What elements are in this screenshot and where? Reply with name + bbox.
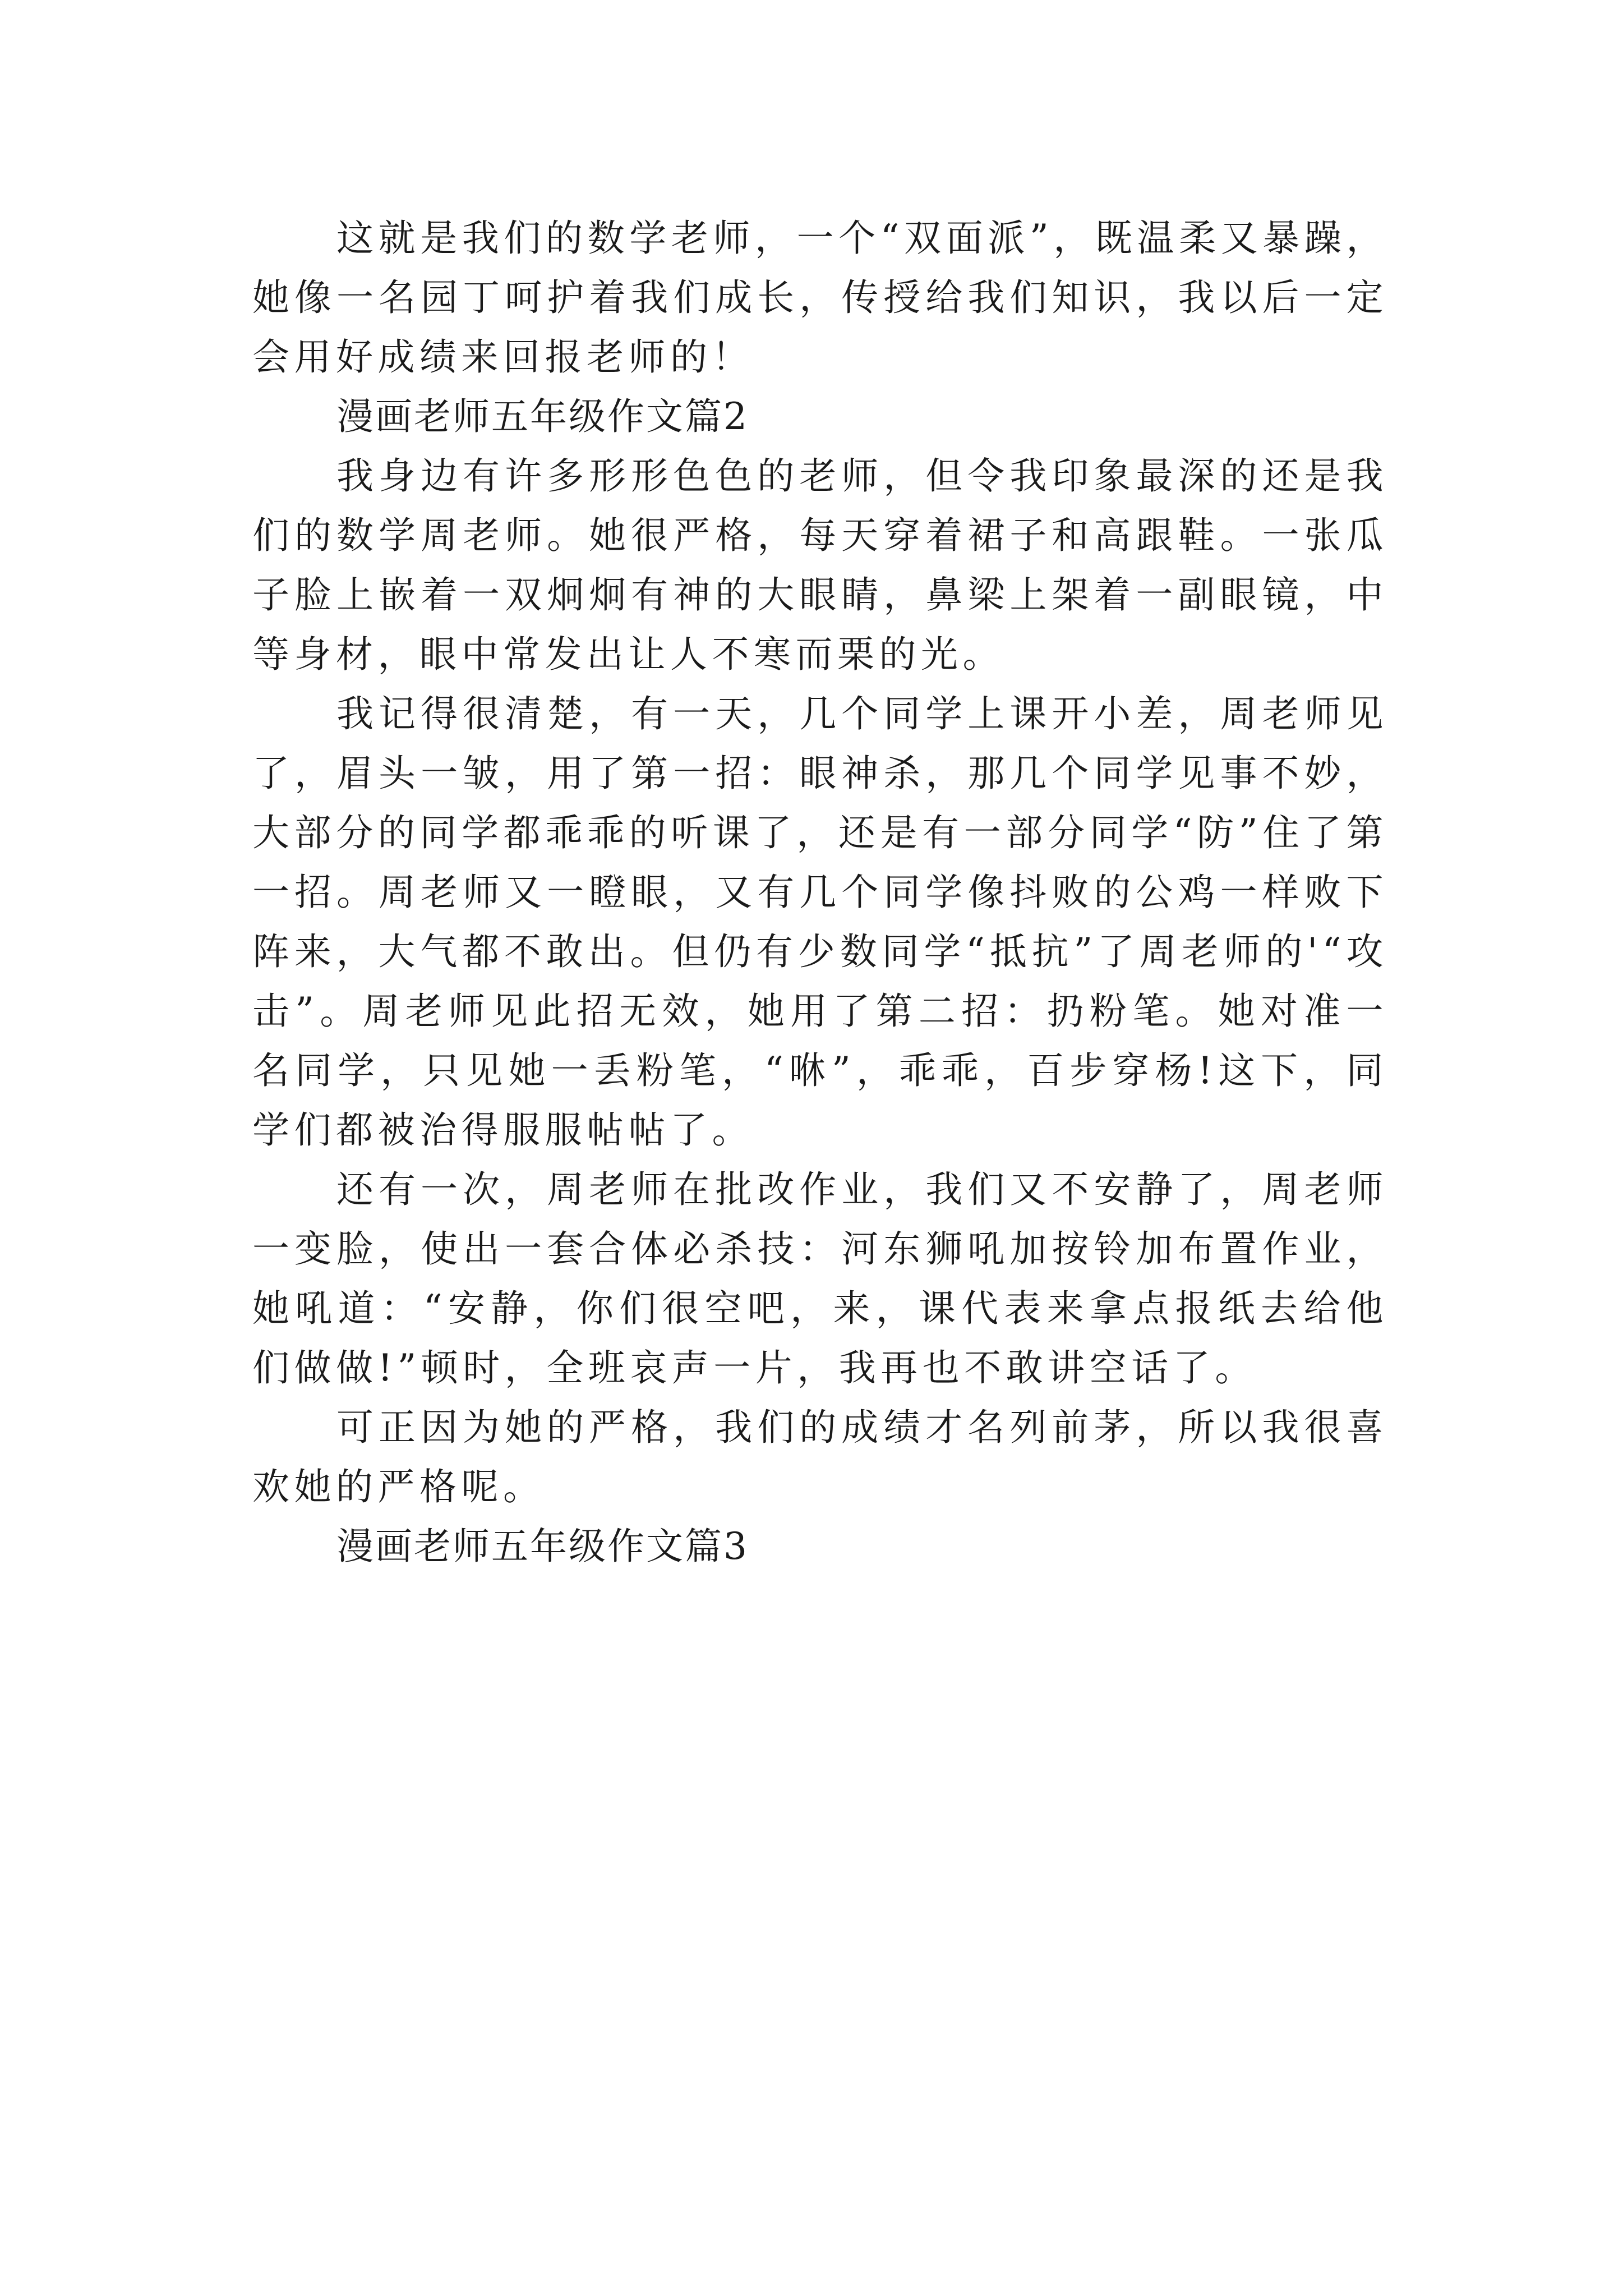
paragraph-teacher-description: 我身边有许多形形色色的老师，但令我印象最深的还是我们的数学周老师。她很严格，每天穿着裙子和高跟鞋。一张瓜子脸上嵌着一双炯炯有神的大眼睛，鼻梁上架着一副眼镜，中等身材，眼中常发出让人不寒而栗的光。 (252, 454, 1388, 676)
paragraph-closing: 可正因为她的严格，我们的成绩才名列前茅，所以我很喜欢她的严格呢。 (252, 1406, 1388, 1508)
essay-heading-2: 漫画老师五年级作文篇2 (336, 395, 749, 438)
paragraph-conclusion: 这就是我们的数学老师，一个“双面派”，既温柔又暴躁，她像一名园丁呵护着我们成长，传授给我们知识，我以后一定会用好成绩来回报老师的！ (252, 217, 1388, 379)
document-page (252, 209, 1388, 1576)
paragraph-classroom-story: 我记得很清楚，有一天，几个同学上课开小差，周老师见了，眉头一皱，用了第一招：眼神杀，那几个同学见事不妙，大部分的同学都乖乖的听课了，还是有一部分同学“防”住了第一招。周老师又一瞪眼，又有几个同学像抖败的公鸡一样败下阵来，大气都不敢出。但仍有少数同学“抵抗”了周老师的'“攻击”。周老师见此招无效，她用了第二招：扔粉笔。她对准一名同学，只见她一丢粉笔，“咻”，乖乖，百步穿杨!这下，同学们都被治得服服帖帖了。 (252, 692, 1388, 1152)
paragraph-grading-story: 还有一次，周老师在批改作业，我们又不安静了，周老师一变脸，使出一套合体必杀技：河东狮吼加按铃加布置作业，她吼道：“安静，你们很空吧，来，课代表来拿点报纸去给他们做做!”顿时，全班哀声一片，我再也不敢讲空话了。 (252, 1168, 1388, 1389)
essay-heading-3: 漫画老师五年级作文篇3 (336, 1525, 749, 1568)
